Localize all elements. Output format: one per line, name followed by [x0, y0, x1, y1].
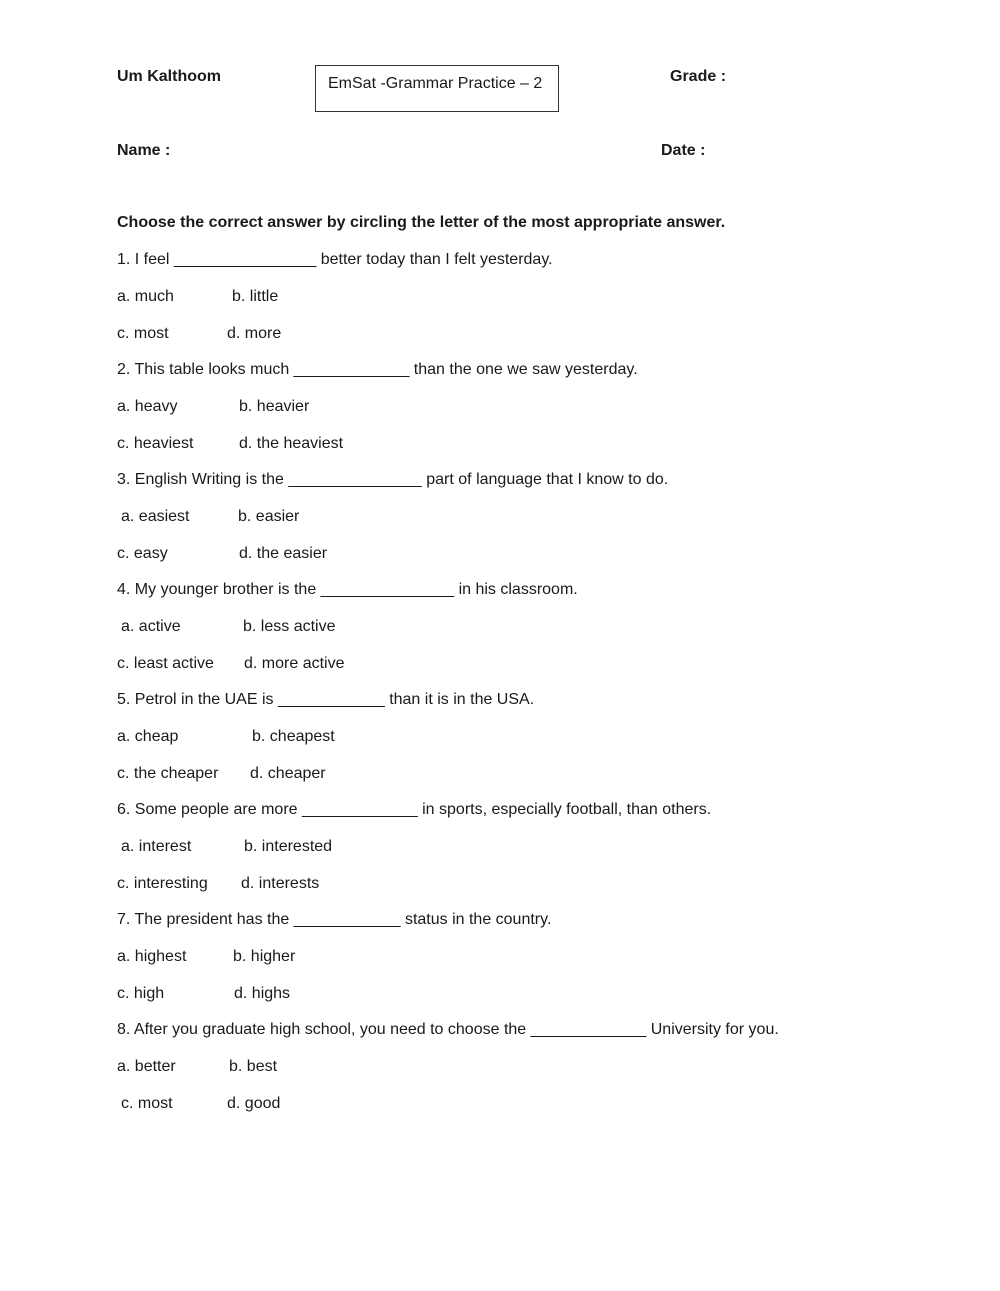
option-4a[interactable]: a. active — [121, 618, 181, 635]
question-5: 5. Petrol in the UAE is ____________ than it is in the USA. — [117, 691, 535, 708]
grade-label: Grade : — [670, 68, 727, 85]
option-1b[interactable]: b. little — [232, 288, 279, 305]
name-label: Name : — [117, 142, 171, 159]
option-6a[interactable]: a. interest — [121, 838, 192, 855]
option-7d[interactable]: d. highs — [234, 985, 291, 1002]
option-5d[interactable]: d. cheaper — [250, 765, 326, 782]
question-2: 2. This table looks much _____________ than the one we saw yesterday. — [117, 361, 638, 378]
instructions: Choose the correct answer by circling the letter of the most appropriate answer. — [117, 214, 726, 231]
option-8b[interactable]: b. best — [229, 1058, 278, 1075]
option-2c[interactable]: c. heaviest — [117, 435, 194, 452]
question-7: 7. The president has the ____________ status in the country. — [117, 911, 552, 928]
option-7c[interactable]: c. high — [117, 985, 165, 1002]
title-box — [315, 65, 559, 112]
option-3d[interactable]: d. the easier — [239, 545, 328, 562]
option-3c[interactable]: c. easy — [117, 545, 168, 562]
option-5c[interactable]: c. the cheaper — [117, 765, 219, 782]
option-5a[interactable]: a. cheap — [117, 728, 179, 745]
option-6b[interactable]: b. interested — [244, 838, 333, 855]
option-1a[interactable]: a. much — [117, 288, 174, 305]
option-4c[interactable]: c. least active — [117, 655, 214, 672]
option-2d[interactable]: d. the heaviest — [239, 435, 344, 452]
question-4: 4. My younger brother is the _______________ in his classroom. — [117, 581, 578, 598]
option-2b[interactable]: b. heavier — [239, 398, 310, 415]
school-name: Um Kalthoom — [117, 68, 221, 85]
question-6: 6. Some people are more _____________ in sports, especially football, than others. — [117, 801, 712, 818]
option-4d[interactable]: d. more active — [244, 655, 345, 672]
option-3a[interactable]: a. easiest — [121, 508, 190, 525]
option-8d[interactable]: d. good — [227, 1095, 281, 1112]
question-8: 8. After you graduate high school, you need to choose the _____________ University for you. — [117, 1021, 779, 1038]
option-5b[interactable]: b. cheapest — [252, 728, 335, 745]
option-8c[interactable]: c. most — [121, 1095, 173, 1112]
option-7b[interactable]: b. higher — [233, 948, 296, 965]
worksheet-title: EmSat -Grammar Practice – 2 — [328, 75, 543, 92]
question-1: 1. I feel ________________ better today than I felt yesterday. — [117, 251, 553, 268]
option-6d[interactable]: d. interests — [241, 875, 320, 892]
option-6c[interactable]: c. interesting — [117, 875, 208, 892]
option-1d[interactable]: d. more — [227, 325, 282, 342]
question-3: 3. English Writing is the _______________ part of language that I know to do. — [117, 471, 669, 488]
option-7a[interactable]: a. highest — [117, 948, 187, 965]
option-1c[interactable]: c. most — [117, 325, 169, 342]
option-2a[interactable]: a. heavy — [117, 398, 178, 415]
option-3b[interactable]: b. easier — [238, 508, 300, 525]
date-label: Date : — [661, 142, 706, 159]
option-4b[interactable]: b. less active — [243, 618, 336, 635]
option-8a[interactable]: a. better — [117, 1058, 176, 1075]
